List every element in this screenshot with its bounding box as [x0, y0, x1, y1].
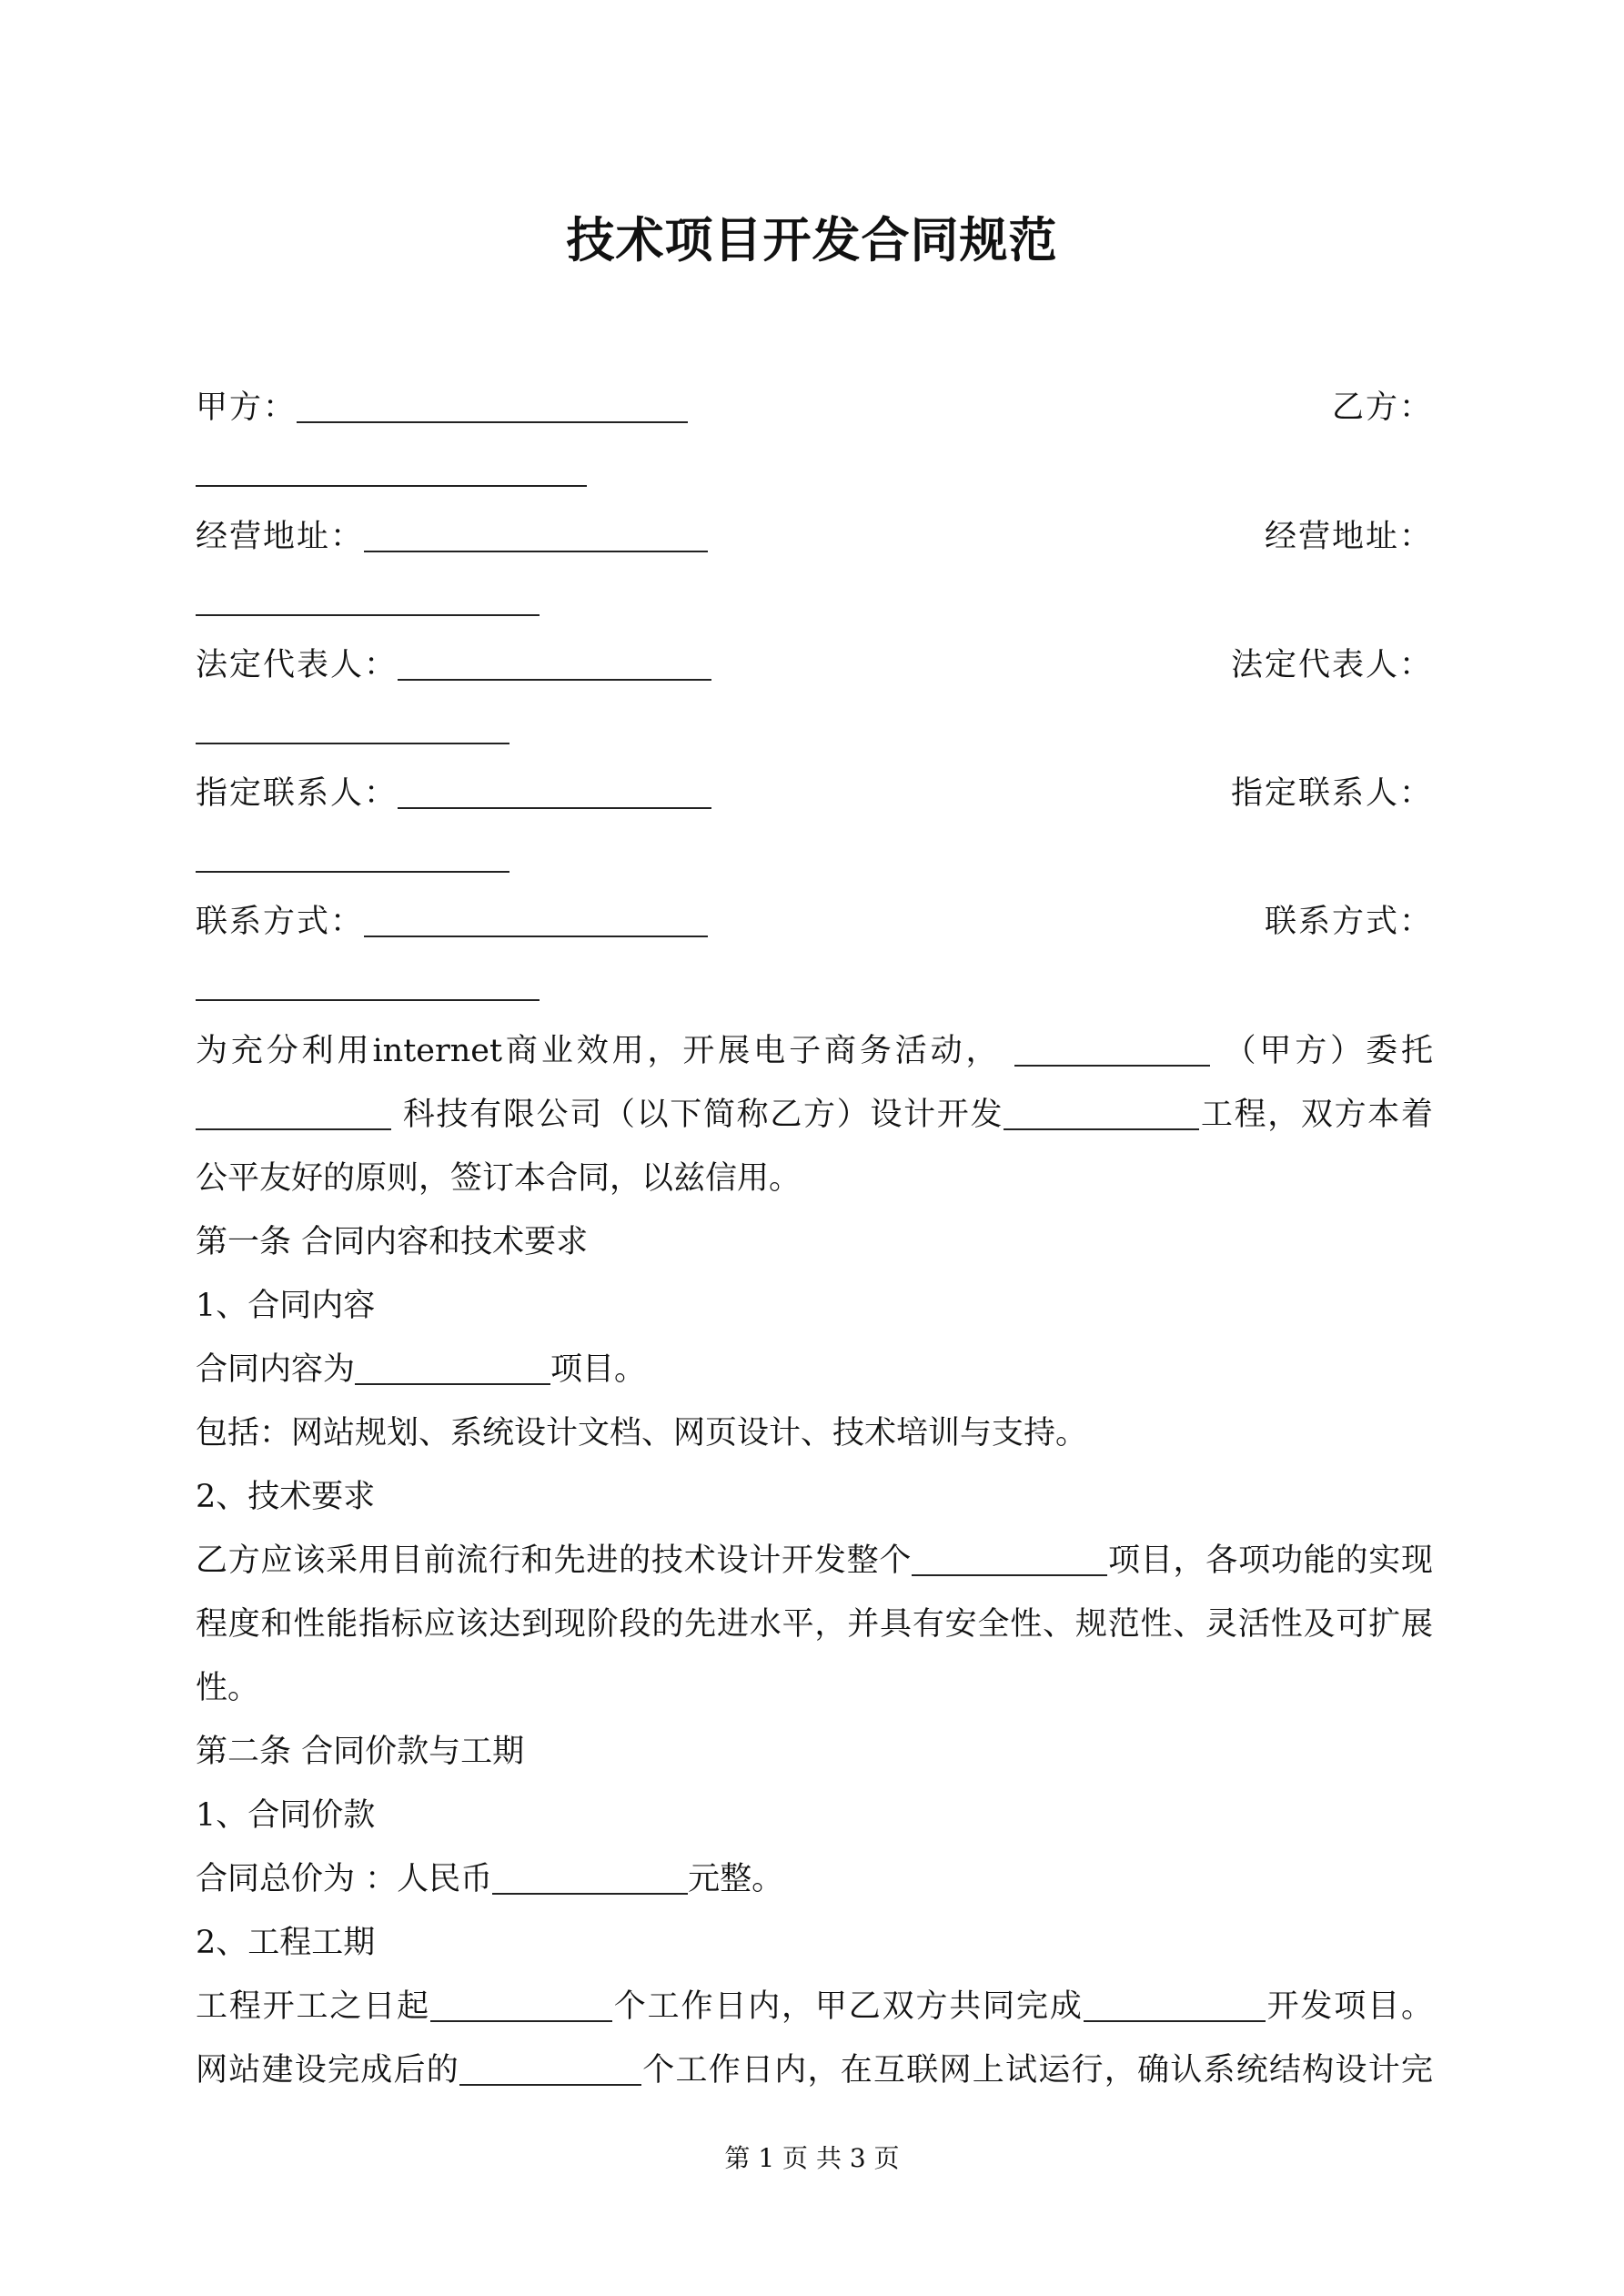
address-label-b: 经营地址：: [1264, 519, 1433, 555]
party-b-blank: [196, 441, 587, 487]
phone-b-blank-row: [196, 956, 1433, 1019]
intro-text-1b: （甲方）委托: [1224, 1033, 1433, 1069]
party-a-row: [196, 376, 1433, 440]
intro-blank-2: [196, 1092, 391, 1130]
intro-line-3: 公平友好的原则，签订本合同，以兹信用。: [196, 1160, 802, 1197]
rep-b-blank: [196, 699, 509, 744]
contact-label-a: 指定联系人：: [196, 775, 398, 812]
schedule-text-1a: 工程开工之日起: [196, 1988, 430, 2025]
intro-blank-1: [1014, 1028, 1210, 1067]
address-row: [196, 505, 1433, 569]
requirement-line-2: 程度和性能指标应该达到现阶段的先进水平，并具有安全性、规范性、灵活性及可扩展: [196, 1606, 1433, 1643]
schedule-text-1c: 开发项目。: [1265, 1988, 1433, 2025]
schedule-text-2b: 个工作日内，在互联网上试运行，确认系统结构设计完: [641, 2052, 1433, 2089]
req-text-1b: 项目，各项功能的实现: [1107, 1542, 1433, 1579]
intro-text-1a: 为充分利用internet商业效用，开展电子商务活动，: [196, 1033, 1002, 1069]
rep-label-b: 法定代表人：: [1230, 647, 1433, 683]
party-a-label: 甲方：: [196, 389, 298, 426]
schedule-blank-1: [430, 1984, 612, 2022]
document-title: 技术项目开发合同规范: [566, 212, 1058, 268]
rep-label-a: 法定代表人：: [196, 647, 398, 683]
rep-row: [196, 633, 1433, 697]
rep-a-blank: [398, 642, 711, 681]
includes-line: 包括：网站规划、系统设计文档、网页设计、技术培训与支持。: [196, 1415, 1088, 1451]
intro-line-1: [196, 1019, 1433, 1083]
article-2-section-2: 2、工程工期: [196, 1925, 376, 1961]
contact-row: [196, 762, 1433, 825]
article-1-section-2: 2、技术要求: [196, 1479, 376, 1515]
phone-a-blank: [364, 899, 708, 937]
article-1-section-1: 1、合同内容: [196, 1288, 376, 1324]
article-1-heading: 第一条 合同内容和技术要求: [196, 1224, 589, 1260]
price-text-a: 合同总价为 ：人民币: [196, 1861, 493, 1897]
article-2-heading: 第二条 合同价款与工期: [196, 1734, 525, 1770]
content-text-a: 合同内容为: [196, 1351, 356, 1388]
contract-content-line: [196, 1338, 1433, 1401]
requirement-line-3: 性。: [196, 1670, 260, 1706]
price-text-b: 元整。: [688, 1861, 784, 1897]
req-blank: [912, 1538, 1107, 1576]
page-footer: 第 1 页 共 3 页: [724, 2143, 900, 2173]
address-b-blank: [196, 571, 540, 616]
req-text-1a: 乙方应该采用目前流行和先进的技术设计开发整个: [196, 1542, 913, 1579]
requirement-line-1: [196, 1529, 1433, 1593]
intro-line-2: [196, 1083, 1433, 1147]
contact-b-blank: [196, 827, 509, 873]
article-2-section-1: 1、合同价款: [196, 1797, 376, 1834]
rep-b-blank-row: [196, 699, 1433, 763]
address-label-a: 经营地址：: [196, 519, 365, 555]
phone-row: [196, 890, 1433, 954]
schedule-blank-3: [459, 2048, 641, 2086]
schedule-text-1b: 个工作日内，甲乙双方共同完成: [611, 1988, 1084, 2025]
schedule-text-2a: 网站建设完成后的: [196, 2052, 459, 2089]
intro-text-2a: 科技有限公司（以下简称乙方）设计开发: [402, 1097, 1004, 1133]
phone-label-a: 联系方式：: [196, 904, 365, 940]
price-line: [196, 1847, 1433, 1911]
contact-a-blank: [398, 771, 711, 809]
phone-b-blank: [196, 956, 540, 1001]
content-text-b: 项目。: [550, 1351, 647, 1388]
phone-label-b: 联系方式：: [1264, 904, 1433, 940]
intro-blank-3: [1004, 1092, 1199, 1130]
content-blank: [355, 1347, 550, 1385]
party-b-label: 乙方：: [1331, 389, 1433, 426]
address-b-blank-row: [196, 571, 1433, 634]
intro-text-2b: 工程，双方本着: [1199, 1097, 1433, 1133]
schedule-line-2: [196, 2038, 1433, 2102]
address-a-blank: [364, 514, 708, 552]
contact-b-blank-row: [196, 827, 1433, 891]
party-b-blank-row: [196, 441, 1433, 505]
schedule-blank-2: [1084, 1984, 1266, 2022]
contact-label-b: 指定联系人：: [1230, 775, 1433, 812]
party-a-blank: [297, 385, 688, 423]
schedule-line-1: [196, 1975, 1433, 2038]
price-blank: [492, 1856, 688, 1895]
